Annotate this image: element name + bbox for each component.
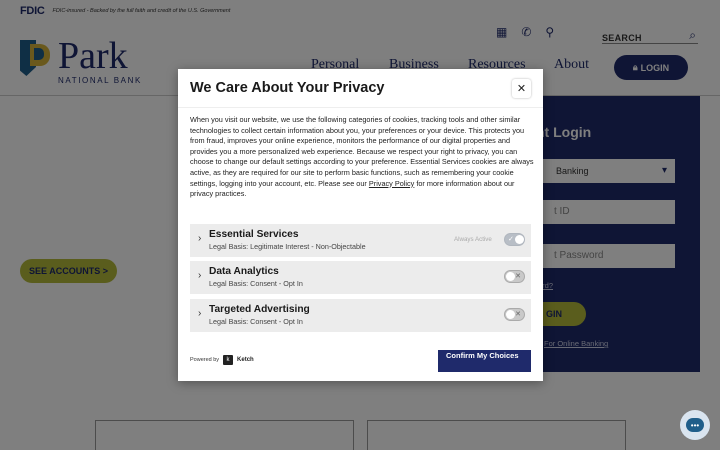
category-basis: Legal Basis: Consent - Opt In bbox=[209, 279, 303, 288]
chat-button[interactable] bbox=[680, 410, 710, 440]
category-basis: Legal Basis: Consent - Opt In bbox=[209, 317, 303, 326]
powered-by-label: Powered by bbox=[190, 357, 220, 363]
close-icon[interactable]: ✕ bbox=[512, 79, 531, 98]
category-title: Essential Services bbox=[209, 229, 299, 240]
category-basis: Legal Basis: Legitimate Interest - Non-Objectable bbox=[209, 242, 366, 251]
modal-title: We Care About Your Privacy bbox=[190, 80, 385, 96]
ketch-logo-icon: k bbox=[223, 355, 233, 365]
modal-body-text bbox=[190, 115, 536, 200]
confirm-choices-button[interactable]: Confirm My Choices bbox=[438, 350, 531, 372]
chevron-right-icon[interactable]: › bbox=[198, 233, 202, 244]
ketch-name: Ketch bbox=[237, 357, 254, 363]
body-text-end: for more information about our privacy practices. bbox=[190, 178, 515, 199]
chevron-right-icon[interactable]: › bbox=[198, 270, 202, 281]
category-title: Targeted Advertising bbox=[209, 304, 310, 315]
check-icon: ✓ bbox=[508, 236, 514, 243]
category-essential-services[interactable] bbox=[190, 224, 531, 257]
category-data-analytics[interactable] bbox=[190, 261, 531, 294]
chat-icon: ••• bbox=[686, 418, 704, 432]
powered-by-ketch[interactable] bbox=[190, 355, 254, 365]
chevron-right-icon[interactable]: › bbox=[198, 308, 202, 319]
category-title: Data Analytics bbox=[209, 266, 279, 277]
always-active-label: Always Active bbox=[454, 236, 492, 243]
privacy-modal bbox=[178, 69, 543, 381]
x-icon: ✕ bbox=[515, 311, 521, 318]
x-icon: ✕ bbox=[515, 273, 521, 280]
essential-toggle bbox=[504, 233, 525, 246]
modal-divider bbox=[178, 107, 543, 108]
category-targeted-advertising[interactable] bbox=[190, 299, 531, 332]
advertising-toggle[interactable] bbox=[504, 308, 525, 321]
privacy-policy-link[interactable]: Privacy Policy bbox=[368, 178, 415, 188]
body-text: When you visit our website, we use the following categories of cookies, tracking tools and other similar technologies to collect certain information about you, your preferences or your device. This protects you from fraud, improves your online experience, monitors the performance of our digital properties and provides you a more personalized web experience. Because we respect your right to privacy, you can choose to change our default settings according to your preference. Essential Services cookies are always active, as they are required for our site to perform basic functions, such as remembering your cookie settings, logging into your account, etc. Please see our bbox=[190, 115, 534, 188]
analytics-toggle[interactable] bbox=[504, 270, 525, 283]
